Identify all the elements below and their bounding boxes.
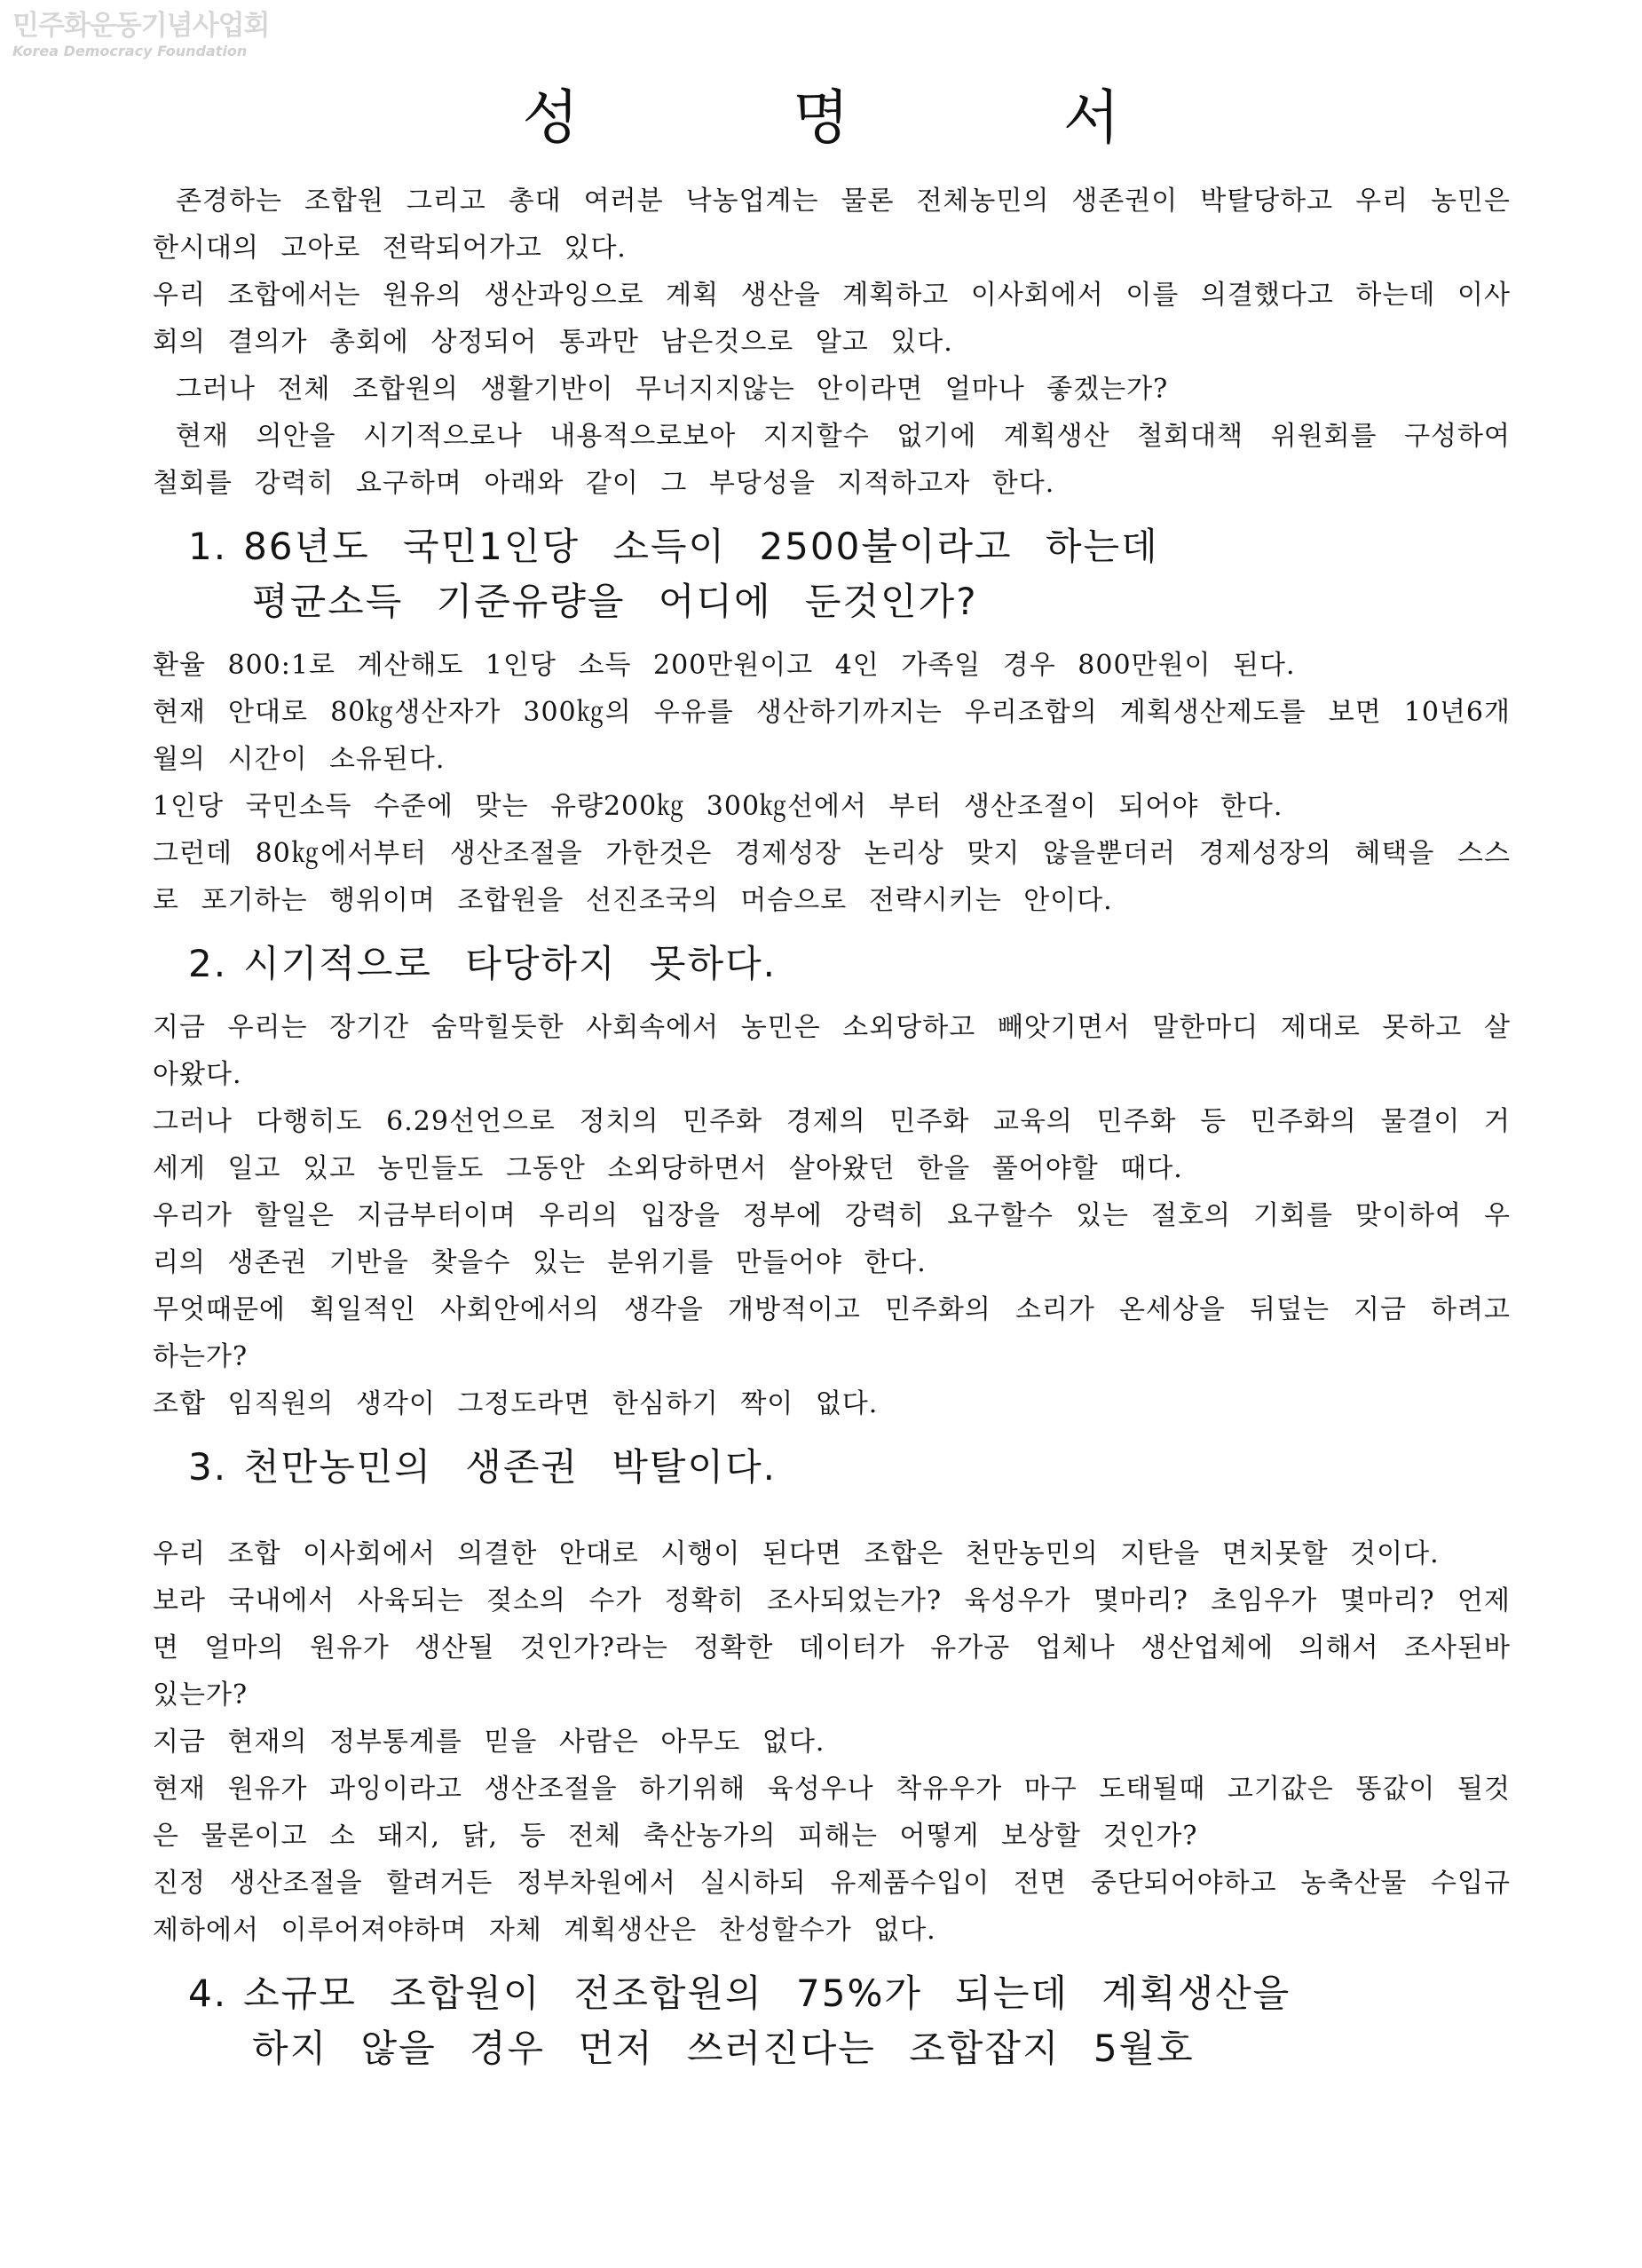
section-4-heading (188, 1966, 1511, 2076)
section-1-heading (188, 519, 1511, 629)
section-3-heading (188, 1440, 1511, 1495)
section-1-paragraph-3: 1인당 국민소득 수준에 맞는 유량200㎏ 300㎏선에서 부터 생산조절이 되어야 한다. (153, 791, 1283, 822)
section-1-paragraph-2: 현재 안대로 80㎏생산자가 300㎏의 우유를 생산하기까지는 우리조합의 계획생산제도를 보면 10년6개월의 시간이 소유된다. (153, 697, 1511, 775)
section-2-paragraph-2: 그러나 다행히도 6.29선언으로 정치의 민주화 경제의 민주화 교육의 민주화 등 민주화의 물결이 거세게 일고 있고 농민들도 그동안 소외당하면서 살아왔던 한을 풀어야할 때다. (153, 1106, 1511, 1184)
section-1-heading-line2: 평균소득 기준유량을 어디에 둔것인가? (252, 580, 978, 623)
section-4-number: 4. (188, 1972, 228, 2015)
section-2-number: 2. (188, 942, 228, 985)
intro-paragraph-3: 그러나 전체 조합원의 생활기반이 무너지지않는 안이라면 얼마나 좋겠는가? (176, 374, 1169, 405)
section-3-paragraph-4: 현재 원유가 과잉이라고 생산조절을 하기위해 육성우나 착유우가 마구 도태될때 고기값은 똥값이 될것은 물론이고 소 돼지, 닭, 등 전체 축산농가의 피해는 어떻게 보상할 것인가? (153, 1774, 1511, 1852)
section-4-heading-line1: 소규모 조합원이 전조합원의 75%가 되는데 계획생산을 (243, 1972, 1291, 2015)
intro-paragraph-1: 존경하는 조합원 그리고 총대 여러분 낙농업계는 물론 전체농민의 생존권이 박탈당하고 우리 농민은 한시대의 고아로 전락되어가고 있다. (153, 186, 1511, 264)
intro-paragraph-2: 우리 조합에서는 원유의 생산과잉으로 계획 생산을 계획하고 이사회에서 이를 의결했다고 하는데 이사회의 결의가 총회에 상정되어 통과만 남은것으로 알고 있다. (153, 280, 1511, 358)
document-body (153, 178, 1511, 2089)
section-1-heading-line1: 86년도 국민1인당 소득이 2500불이라고 하는데 (243, 525, 1159, 568)
watermark-korean: 민주화운동기념사업회 (12, 10, 270, 42)
watermark-english: Korea Democracy Foundation (12, 43, 248, 59)
section-1-paragraph-1: 환율 800:1로 계산해도 1인당 소득 200만원이고 4인 가족일 경우 800만원이 된다. (153, 650, 1296, 681)
section-3-heading-line1: 천만농민의 생존권 박탈이다. (243, 1445, 777, 1489)
section-3-paragraph-3: 지금 현재의 정부통계를 믿을 사람은 아무도 없다. (153, 1727, 825, 1758)
section-2-heading (188, 936, 1511, 992)
intro-paragraph-4: 현재 의안을 시기적으로나 내용적으로보아 지지할수 없기에 계획생산 철회대책 위원회를 구성하여 철회를 강력히 요구하며 아래와 같이 그 부당성을 지적하고자 한다. (153, 421, 1511, 499)
section-2-paragraph-3: 우리가 할일은 지금부터이며 우리의 입장을 정부에 강력히 요구할수 있는 절호의 기회를 맞이하여 우리의 생존권 기반을 찾을수 있는 분위기를 만들어야 한다. (153, 1200, 1511, 1278)
section-1-number: 1. (188, 525, 228, 568)
section-1-paragraph-4: 그런데 80㎏에서부터 생산조절을 가한것은 경제성장 논리상 맞지 않을뿐더러 경제성장의 혜택을 스스로 포기하는 행위이며 조합원을 선진조국의 머슴으로 전략시키는 안이다. (153, 838, 1511, 916)
section-2-paragraph-4: 무엇때문에 획일적인 사회안에서의 생각을 개방적이고 민주화의 소리가 온세상을 뒤덮는 지금 하려고 하는가? (153, 1294, 1511, 1372)
section-3-paragraph-2: 보라 국내에서 사육되는 젖소의 수가 정확히 조사되었는가? 육성우가 몇마리? 초임우가 몇마리? 언제면 얼마의 원유가 생산될 것인가?라는 정확한 데이터가 유가공 업체나 생산업체에 의해서 조사된바 있는가? (153, 1585, 1511, 1711)
section-3-number: 3. (188, 1445, 228, 1489)
watermark (12, 9, 279, 60)
section-2-paragraph-5: 조합 임직원의 생각이 그정도라면 한심하기 짝이 없다. (153, 1388, 879, 1419)
section-3-paragraph-5: 진정 생산조절을 할려거든 정부차원에서 실시하되 유제품수입이 전면 중단되어야하고 농축산물 수입규제하에서 이루어져야하며 자체 계획생산은 찬성할수가 없다. (153, 1868, 1511, 1946)
section-4-heading-line2: 하지 않을 경우 먼저 쓰러진다는 조합잡지 5월호 (252, 2027, 1195, 2070)
section-2-paragraph-1: 지금 우리는 장기간 숨막힐듯한 사회속에서 농민은 소외당하고 빼앗기면서 말한마디 제대로 못하고 살아왔다. (153, 1012, 1511, 1090)
section-2-heading-line1: 시기적으로 타당하지 못하다. (243, 942, 777, 985)
section-3-paragraph-1: 우리 조합 이사회에서 의결한 안대로 시행이 된다면 조합은 천만농민의 지탄을 면치못할 것이다. (153, 1538, 1440, 1569)
document-title: 성 명 서 (522, 83, 1218, 152)
section-3-spacer (153, 1507, 1511, 1530)
